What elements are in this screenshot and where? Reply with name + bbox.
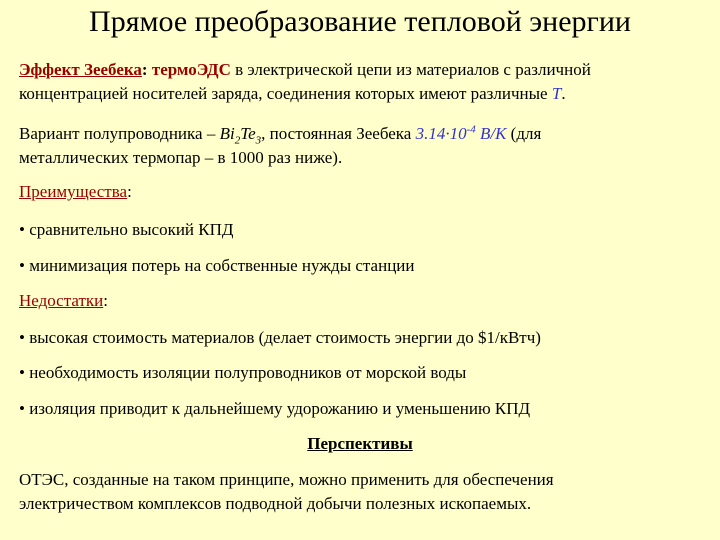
prospects-line-2: электричеством комплексов подводной добычи полезных ископаемых. — [19, 494, 532, 513]
seebeck-term: Эффект Зеебека — [19, 60, 142, 79]
advantages-heading-line — [19, 180, 709, 203]
advantages-heading: Преимущества — [19, 182, 128, 201]
formula-te: Te — [240, 124, 256, 143]
prospects-line-1: ОТЭС, созданные на таком принципе, можно применить для обеспечения — [19, 470, 554, 489]
seebeck-constant-exponent: -4 — [466, 123, 476, 136]
formula-bi2te3 — [219, 124, 262, 147]
formula-sub-2: 2 — [234, 134, 241, 147]
seebeck-constant — [416, 124, 507, 143]
disadvantages-colon: : — [103, 291, 108, 310]
seebeck-line-1 — [19, 58, 709, 81]
seebeck-constant-unit: В/К — [475, 124, 507, 143]
formula-sub-3: 3 — [255, 134, 262, 147]
prospects-heading: Перспективы — [307, 434, 413, 453]
disadvantage-item: • необходимость изоляции полупроводников от морской воды — [19, 363, 467, 382]
formula-bi: Bi — [219, 124, 235, 143]
seebeck-line-2 — [19, 82, 709, 105]
seebeck-line2-end: . — [561, 84, 566, 103]
seebeck-line2-text: концентрацией носителей заряда, соединения которых имеют различные — [19, 84, 552, 103]
seebeck-constant-mantissa: 3.14·10 — [415, 124, 467, 143]
semiconductor-line-1 — [19, 122, 709, 145]
advantage-item: • минимизация потерь на собственные нужды станции — [19, 256, 415, 275]
slide-title: Прямое преобразование тепловой энергии — [89, 5, 631, 38]
semiconductor-line-2: металлических термопар – в 1000 раз ниже). — [19, 148, 343, 167]
advantages-colon: : — [127, 182, 132, 201]
seebeck-variable-t: T — [551, 84, 562, 103]
disadvantages-heading: Недостатки — [19, 291, 104, 310]
semiconductor-pre: Вариант полупроводника – — [19, 124, 220, 143]
seebeck-colon: : — [141, 60, 148, 79]
disadvantages-heading-line — [19, 289, 709, 312]
disadvantage-item: • высокая стоимость материалов (делает стоимость энергии до $1/кВтч) — [19, 328, 541, 347]
disadvantage-item: • изоляция приводит к дальнейшему удорожанию и уменьшению КПД — [19, 399, 531, 418]
semiconductor-post: (для — [506, 124, 542, 143]
advantage-item: • сравнительно высокий КПД — [19, 220, 234, 239]
semiconductor-mid: , постоянная Зеебека — [261, 124, 416, 143]
seebeck-line1-rest: в электрической цепи из материалов с различной — [230, 60, 591, 79]
seebeck-key: термоЭДС — [151, 60, 231, 79]
